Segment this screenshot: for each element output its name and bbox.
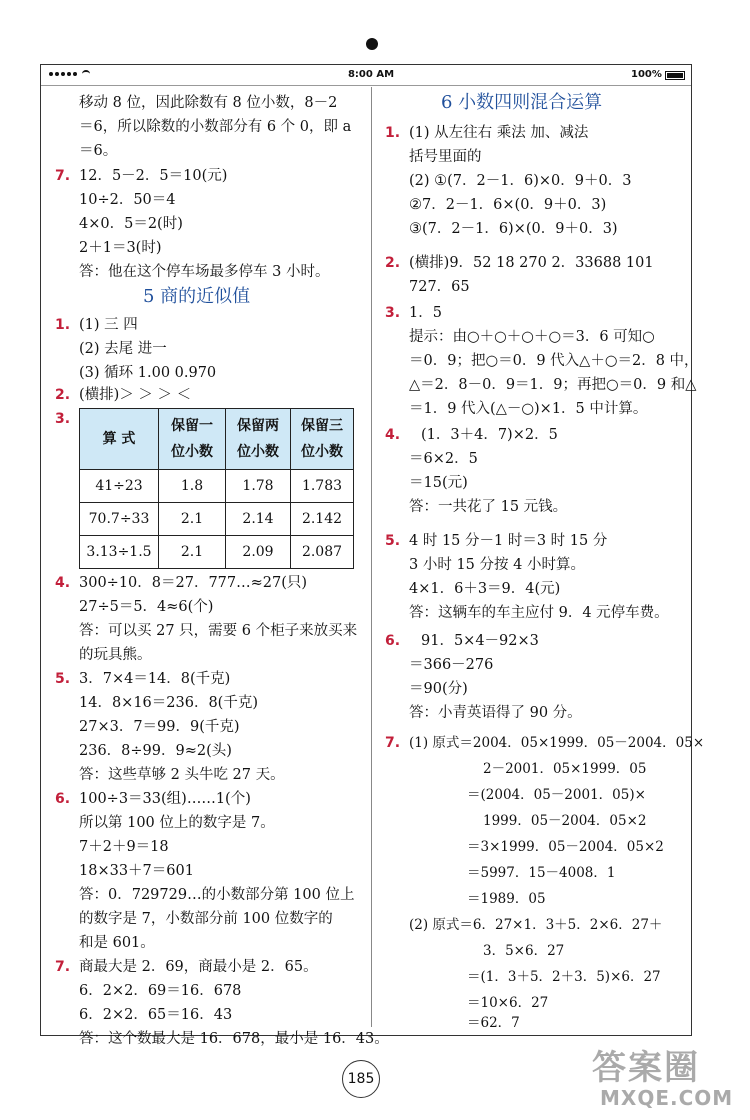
text-line: 答：可以买 27 只，需要 6 个柜子来放买来 bbox=[79, 623, 358, 639]
text-line: ＝0．9；把○＝0．9 代入△＋○＝2．8 中， bbox=[409, 353, 699, 369]
question-number: 3. bbox=[55, 411, 71, 427]
text-line: ＝1989．05 bbox=[467, 891, 546, 907]
camera-dot bbox=[366, 38, 378, 50]
text-line: 6．2×2．65＝16．43 bbox=[79, 1007, 233, 1023]
table-header: 保留两 位小数 bbox=[226, 409, 291, 470]
page-number: 185 bbox=[342, 1060, 380, 1098]
text-line: 答：这辆车的车主应付 9．4 元停车费。 bbox=[409, 605, 669, 621]
table-cell: 1.78 bbox=[226, 470, 291, 503]
question-number: 4. bbox=[385, 427, 401, 443]
table-cell: 2.09 bbox=[226, 536, 291, 569]
text-line: 14．8×16＝236．8(千克) bbox=[79, 695, 258, 711]
text-line: 答：0．729729…的小数部分第 100 位上 bbox=[79, 887, 355, 903]
section-heading: 6 小数四则混合运算 bbox=[441, 92, 603, 113]
question-number: 4. bbox=[55, 575, 71, 591]
text-line: (1) 原式＝2004．05×1999．05－2004．05× bbox=[409, 735, 705, 751]
text-line: ＝(2004．05－2001．05)× bbox=[467, 787, 646, 803]
logo-url: MXQE.COM bbox=[600, 1086, 734, 1110]
text-line: 4×1．6＋3＝9．4(元) bbox=[409, 581, 561, 597]
text-line: △＝2．8－0．9＝1．9；再把○＝0．9 和△ bbox=[409, 377, 697, 393]
question-number: 7. bbox=[55, 168, 71, 184]
text-line: 2－2001．05×1999．05 bbox=[483, 761, 647, 777]
text-line: (2) ①(7．2－1．6)×0．9＋0．3 bbox=[409, 173, 632, 189]
text-line: ＝(1．3＋5．2＋3．5)×6．27 bbox=[467, 969, 661, 985]
text-line: 27×3．7＝99．9(千克) bbox=[79, 719, 240, 735]
text-line: ＝15(元) bbox=[409, 475, 468, 491]
text-line: 91．5×4－92×3 bbox=[421, 633, 539, 649]
text-line: 100÷3＝33(组)……1(个) bbox=[79, 791, 251, 807]
text-line: 所以第 100 位上的数字是 7。 bbox=[79, 815, 275, 831]
text-line: 4 时 15 分－1 时＝3 时 15 分 bbox=[409, 533, 608, 549]
text-line: 商最大是 2．69，商最小是 2．65。 bbox=[79, 959, 318, 975]
text-line: 移动 8 位，因此除数有 8 位小数，8－2 bbox=[79, 95, 338, 111]
text-line: ②7．2－1．6×(0．9＋0．3) bbox=[409, 197, 607, 213]
table-cell: 1.8 bbox=[159, 470, 226, 503]
text-line: 6．2×2．69＝16．678 bbox=[79, 983, 242, 999]
watermark-logo bbox=[592, 1034, 732, 1114]
table-header: 保留一 位小数 bbox=[159, 409, 226, 470]
table-header: 算 式 bbox=[80, 409, 159, 470]
text-line: 答：一共花了 15 元钱。 bbox=[409, 499, 568, 515]
question-number: 2. bbox=[385, 255, 401, 271]
tablet-screen bbox=[40, 64, 705, 1047]
text-line: (2) 去尾 进一 bbox=[79, 341, 167, 357]
text-line: 27÷5＝5．4≈6(个) bbox=[79, 599, 214, 615]
status-time: 8:00 AM bbox=[347, 69, 395, 80]
text-line: 727．65 bbox=[409, 279, 470, 295]
text-line: ＝10×6．27 bbox=[467, 995, 549, 1011]
wifi-icon bbox=[82, 70, 90, 78]
text-line: 答：这些草够 2 头牛吃 27 天。 bbox=[79, 767, 285, 783]
text-line: 4×0．5＝2(时) bbox=[79, 216, 183, 232]
question-number: 1. bbox=[385, 125, 401, 141]
text-line: 3．7×4＝14．8(千克) bbox=[79, 671, 231, 687]
text-line: 1．5 bbox=[409, 305, 442, 321]
text-line: 答：小青英语得了 90 分。 bbox=[409, 705, 582, 721]
text-line: 10÷2．50＝4 bbox=[79, 192, 176, 208]
text-line: ＝62．7 bbox=[467, 1015, 520, 1031]
text-line: 和是 601。 bbox=[79, 935, 155, 951]
question-number: 7. bbox=[385, 735, 401, 751]
text-line: 18×33＋7＝601 bbox=[79, 863, 194, 879]
text-line: ＝6×2．5 bbox=[409, 451, 478, 467]
text-line: 3 小时 15 分按 4 小时算。 bbox=[409, 557, 585, 573]
battery-icon bbox=[665, 71, 685, 80]
text-line: (3) 循环 1.00 0.970 bbox=[79, 365, 217, 381]
text-line: 的玩具熊。 bbox=[79, 647, 152, 663]
text-line: ③(7．2－1．6)×(0．9＋0．3) bbox=[409, 221, 618, 237]
text-line: (1) 从左往右 乘法 加、减法 bbox=[409, 125, 589, 141]
text-line: (横排)＞ ＞ ＞ ＜ bbox=[79, 387, 192, 403]
question-number: 5. bbox=[55, 671, 71, 687]
text-line: 1999．05－2004．05×2 bbox=[483, 813, 647, 829]
table-row bbox=[80, 503, 354, 536]
section-heading: 5 商的近似值 bbox=[143, 286, 251, 307]
question-number: 5. bbox=[385, 533, 401, 549]
table-header: 保留三 位小数 bbox=[291, 409, 354, 470]
text-line: ＝90(分) bbox=[409, 681, 468, 697]
text-line: (1．3＋4．7)×2．5 bbox=[421, 427, 558, 443]
table-cell: 41÷23 bbox=[80, 470, 159, 503]
text-line: ＝1．9 代入(△－○)×1．5 中计算。 bbox=[409, 401, 648, 417]
text-line: ＝6。 bbox=[79, 143, 118, 159]
logo-text: 答案圈 bbox=[592, 1048, 700, 1088]
text-line: ＝6，所以除数的小数部分有 6 个 0，即 a bbox=[79, 119, 352, 135]
status-bar bbox=[41, 65, 691, 86]
table-cell: 70.7÷33 bbox=[80, 503, 159, 536]
table-cell: 2.087 bbox=[291, 536, 354, 569]
text-line: (横排)9．52 18 270 2．33688 101 bbox=[409, 255, 654, 271]
question-number: 1. bbox=[55, 317, 71, 333]
text-line: 答：这个数最大是 16．678，最小是 16．43。 bbox=[79, 1031, 389, 1047]
battery-percent: 100% bbox=[631, 69, 662, 80]
text-line: (2) 原式＝6．27×1．3＋5．2×6．27＋ bbox=[409, 917, 663, 933]
text-line: 答：他在这个停车场最多停车 3 小时。 bbox=[79, 264, 330, 280]
table-cell: 1.783 bbox=[291, 470, 354, 503]
table-cell: 2.14 bbox=[226, 503, 291, 536]
text-line: ＝366－276 bbox=[409, 657, 494, 673]
question-number: 7. bbox=[55, 959, 71, 975]
table-cell: 3.13÷1.5 bbox=[80, 536, 159, 569]
column-divider bbox=[371, 87, 372, 1027]
text-line: (1) 三 四 bbox=[79, 317, 138, 333]
text-line: ＝3×1999．05－2004．05×2 bbox=[467, 839, 664, 855]
text-line: 7＋2＋9＝18 bbox=[79, 839, 169, 855]
text-line: 括号里面的 bbox=[409, 149, 482, 165]
table-row bbox=[80, 470, 354, 503]
question-number: 2. bbox=[55, 387, 71, 403]
text-line: 2＋1＝3(时) bbox=[79, 240, 162, 256]
text-line: 236．8÷99．9≈2(头) bbox=[79, 743, 232, 759]
text-line: 3．5×6．27 bbox=[483, 943, 565, 959]
rounding-table bbox=[79, 408, 354, 569]
table-cell: 2.142 bbox=[291, 503, 354, 536]
table-row bbox=[80, 536, 354, 569]
text-line: ＝5997．15－4008．1 bbox=[467, 865, 616, 881]
question-number: 6. bbox=[385, 633, 401, 649]
text-line: 12．5－2．5＝10(元) bbox=[79, 168, 228, 184]
question-number: 6. bbox=[55, 791, 71, 807]
text-line: 的数字是 7，小数部分前 100 位数字的 bbox=[79, 911, 333, 927]
signal-icon bbox=[49, 70, 90, 78]
text-line: 300÷10．8＝27．777…≈27(只) bbox=[79, 575, 308, 591]
question-number: 3. bbox=[385, 305, 401, 321]
table-cell: 2.1 bbox=[159, 503, 226, 536]
table-cell: 2.1 bbox=[159, 536, 226, 569]
text-line: 提示：由○＋○＋○＋○＝3．6 可知○ bbox=[409, 329, 655, 345]
